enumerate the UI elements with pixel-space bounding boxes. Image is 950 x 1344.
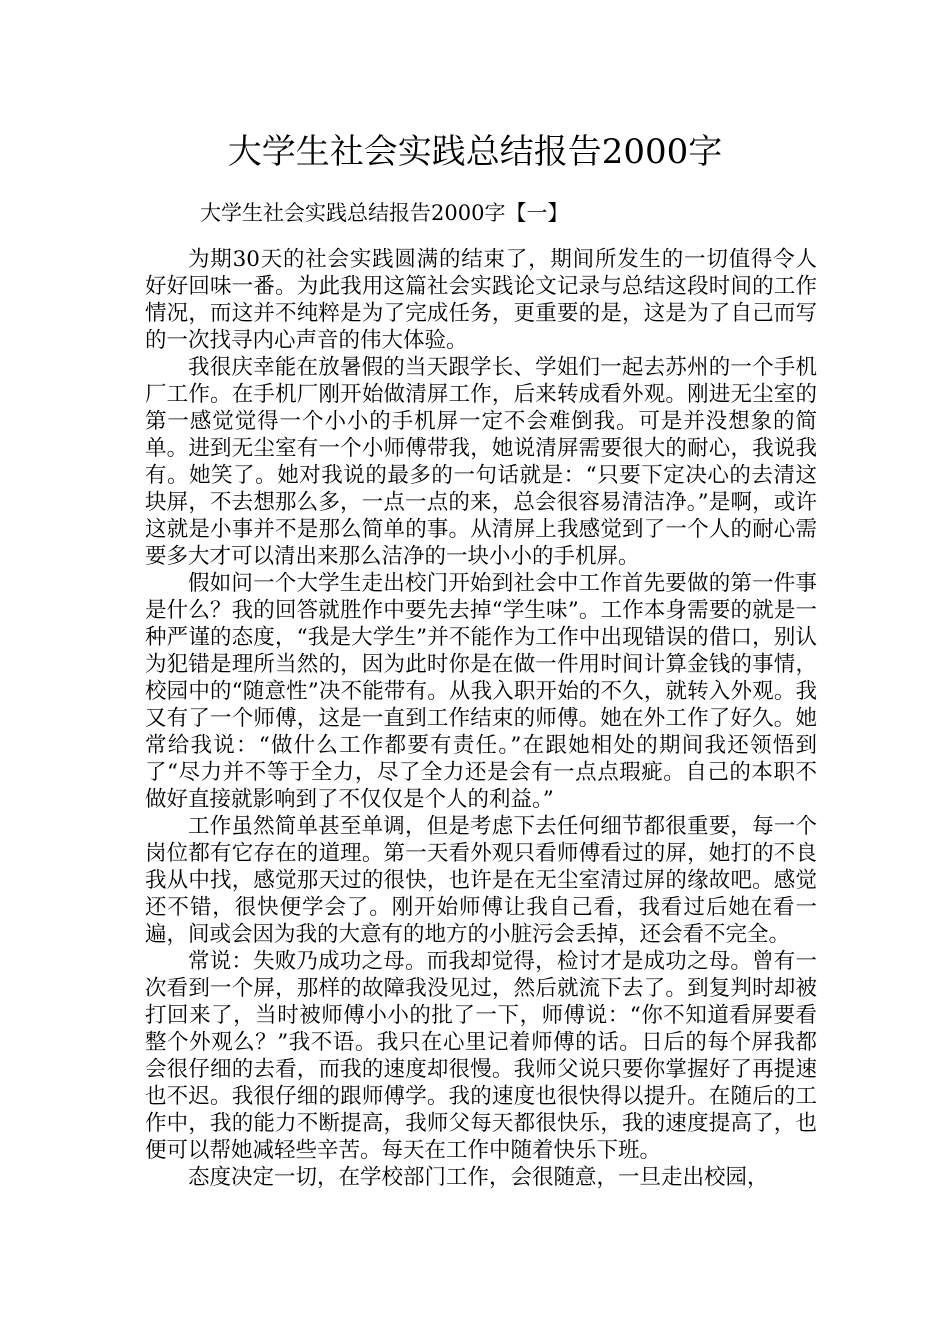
paragraph-4: 工作虽然简单甚至单调，但是考虑下去任何细节都很重要，每一个岗位都有它存在的道理。第一天看外观只看师傅看过的屏，她打的不良我从中找，感觉那天过的很快，也许是在无尘室清过屏的缘故吧。感觉还不错，很快便学会了。刚开始师傅让我自己看，我看过后她在看一遍，间或会因为我的大意有的地方的小脏污会丢掉，还会看不完全。 bbox=[145, 814, 817, 947]
paragraph-3: 假如问一个大学生走出校门开始到社会中工作首先要做的第一件事是什么？我的回答就胜作中要先去掉“学生味”。工作本身需要的就是一种严谨的态度，“我是大学生”并不能作为工作中出现错误的借口，别认为犯错是理所当然的，因为此时你是在做一件用时间计算金钱的事情，校园中的“随意性”决不能带有。从我入职开始的不久，就转入外观。我又有了一个师傅，这是一直到工作结束的师傅。她在外工作了好久。她常给我说：“做什么工作都要有责任。”在跟她相处的期间我还领悟到了“尽力并不等于全力，尽了全力还是会有一点点瑕疵。自己的本职不做好直接就影响到了不仅仅是个人的利益。” bbox=[145, 571, 817, 812]
paragraph-2: 我很庆幸能在放暑假的当天跟学长、学姐们一起去苏州的一个手机厂工作。在手机厂刚开始做清屏工作，后来转成看外观。刚进无尘室的第一感觉觉得一个小小的手机屏一定不会难倒我。可是并没想象的简单。进到无尘室有一个小师傅带我，她说清屏需要很大的耐心，我说我有。她笑了。她对我说的最多的一句话就是：“只要下定决心的去清这块屏，不去想那么多，一点一点的来，总会很容易清洁净。”是啊，或许这就是小事并不是那么简单的事。从清屏上我感觉到了一个人的耐心需要多大才可以清出来那么洁净的一块小小的手机屏。 bbox=[145, 355, 817, 569]
paragraph-5: 常说：失败乃成功之母。而我却觉得，检讨才是成功之母。曾有一次看到一个屏，那样的故障我没见过，然后就流下去了。到复判时却被打回来了，当时被师傅小小的批了一下，师傅说：“你不知道看屏要看整个外观么？”我不语。我只在心里记着师傅的话。日后的每个屏我都会很仔细的去看，而我的速度却很慢。我师父说只要你掌握好了再提速也不迟。我很仔细的跟师傅学。我的速度也很快得以提升。在随后的工作中，我的能力不断提高，我师父每天都很快乐，我的速度提高了，也便可以帮她减轻些辛苦。每天在工作中随着快乐下班。 bbox=[145, 949, 817, 1163]
paragraph-1: 为期30天的社会实践圆满的结束了，期间所发生的一切值得令人好好回味一番。为此我用这篇社会实践论文记录与总结这段时间的工作情况，而这并不纯粹是为了完成任务，更重要的是，这是为了自己而写的一次找寻内心声音的伟大体验。 bbox=[145, 247, 817, 353]
document-body bbox=[145, 246, 817, 1191]
paragraph-6: 态度决定一切，在学校部门工作，会很随意，一旦走出校园， bbox=[188, 1165, 769, 1190]
section-heading: 大学生社会实践总结报告2000字【一】 bbox=[200, 201, 569, 225]
document-title: 大学生社会实践总结报告2000字 bbox=[227, 132, 723, 172]
